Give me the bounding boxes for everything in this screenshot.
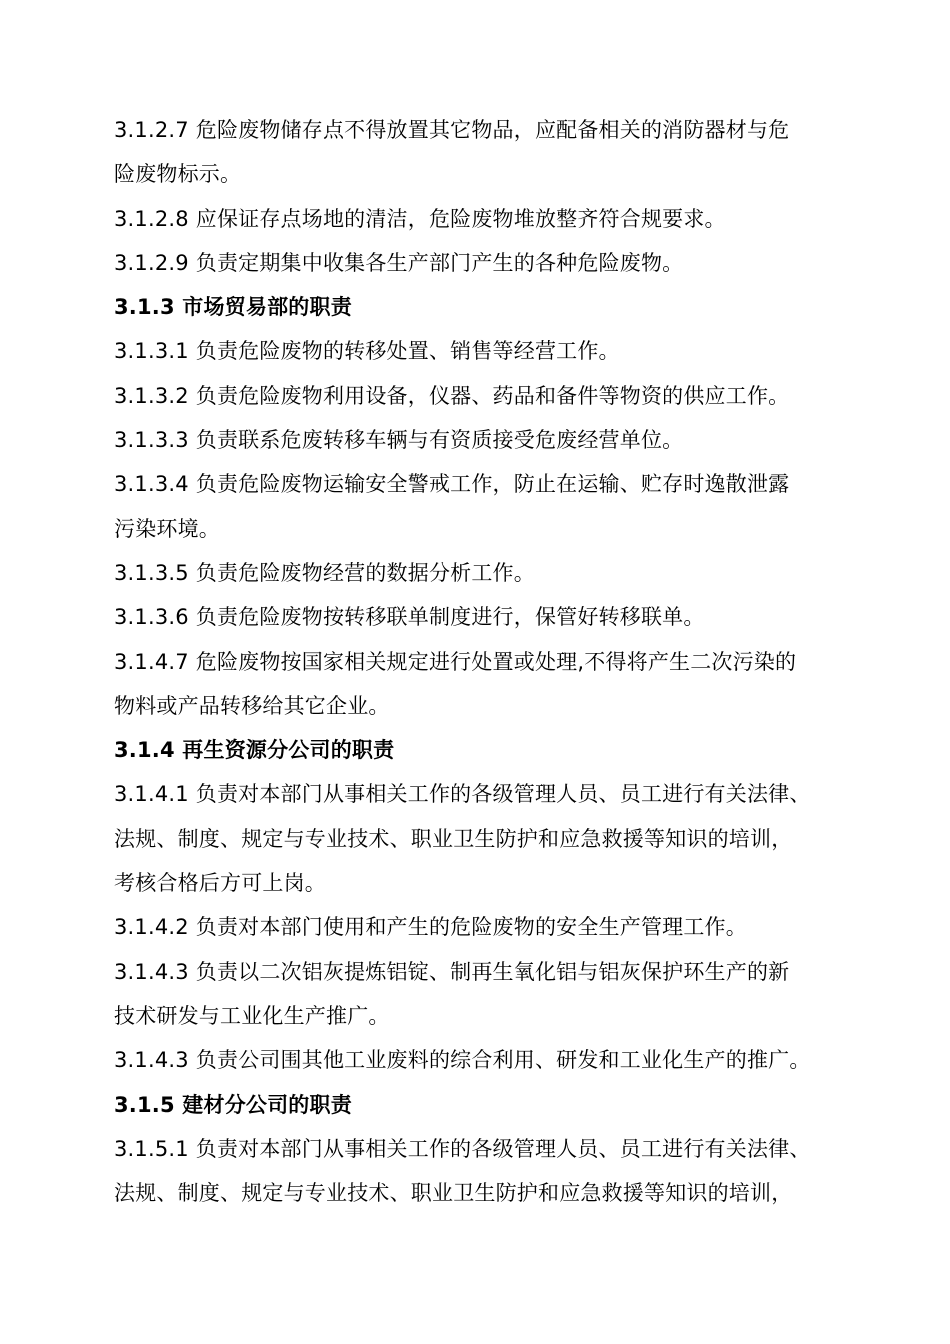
paragraph-3-1-4-1-cont: 法规、制度、规定与专业技术、职业卫生防护和应急救援等知识的培训， [114,826,793,851]
document-body [114,108,854,1215]
paragraph-3-1-2-7: 3.1.2.7 危险废物储存点不得放置其它物品，应配备相关的消防器材与危 [114,118,790,142]
paragraph-3-1-4-3-cont: 技术研发与工业化生产推广。 [114,1003,390,1028]
paragraph-3-1-3-1: 3.1.3.1 负责危险废物的转移处置、销售等经营工作。 [114,339,620,364]
paragraph-3-1-2-9: 3.1.2.9 负责定期集中收集各生产部门产生的各种危险废物。 [114,250,684,275]
paragraph-3-1-2-8: 3.1.2.8 应保证存点场地的清洁，危险废物堆放整齐符合规要求。 [114,206,726,231]
paragraph-3-1-4-7: 3.1.4.7 危险废物按国家相关规定进行处置或处理,不得将产生二次污染的 [114,649,797,674]
paragraph-3-1-4-2: 3.1.4.2 负责对本部门使用和产生的危险废物的安全生产管理工作。 [114,915,747,940]
paragraph-3-1-3-5: 3.1.3.5 负责危险废物经营的数据分析工作。 [114,560,535,585]
paragraph-3-1-3-4-cont: 污染环境。 [114,516,220,541]
paragraph-3-1-4-1-cont2: 考核合格后方可上岗。 [114,871,326,896]
paragraph-3-1-3-3: 3.1.3.3 负责联系危废转移车辆与有资质接受危废经营单位。 [114,428,684,453]
paragraph-3-1-4-3b: 3.1.4.3 负责公司围其他工业废料的综合利用、研发和工业化生产的推广。 [114,1048,811,1073]
paragraph-3-1-3-2: 3.1.3.2 负责危险废物利用设备，仪器、药品和备件等物资的供应工作。 [114,383,790,408]
paragraph-3-1-4-7-cont: 物料或产品转移给其它企业。 [114,693,390,718]
heading-3-1-5: 3.1.5 建材分公司的职责 [114,1092,352,1117]
paragraph-3-1-5-1: 3.1.5.1 负责对本部门从事相关工作的各级管理人员、员工进行有关法律、 [114,1136,811,1161]
paragraph-3-1-5-1-cont: 法规、制度、规定与专业技术、职业卫生防护和应急救援等知识的培训， [114,1181,793,1206]
paragraph-3-1-4-1: 3.1.4.1 负责对本部门从事相关工作的各级管理人员、员工进行有关法律、 [114,782,811,807]
heading-3-1-4: 3.1.4 再生资源分公司的职责 [114,738,395,763]
paragraph-3-1-3-6: 3.1.3.6 负责危险废物按转移联单制度进行，保管好转移联单。 [114,605,705,630]
paragraph-3-1-2-7-cont: 险废物标示。 [114,162,242,187]
paragraph-3-1-3-4: 3.1.3.4 负责危险废物运输安全警戒工作，防止在运输、贮存时逸散泄露 [114,472,790,497]
paragraph-3-1-4-3: 3.1.4.3 负责以二次铝灰提炼铝锭、制再生氧化铝与铝灰保护环生产的新 [114,959,790,984]
heading-3-1-3: 3.1.3 市场贸易部的职责 [114,295,352,320]
